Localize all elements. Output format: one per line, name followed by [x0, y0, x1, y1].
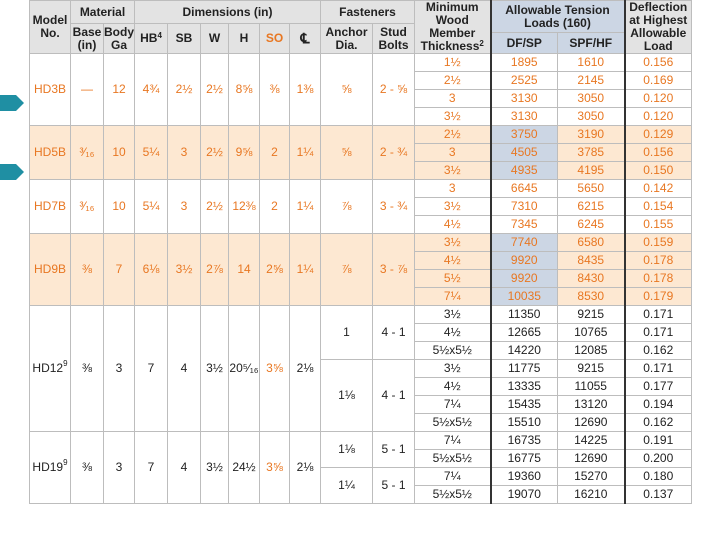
header-cl: ℄: [290, 24, 321, 54]
thickness-cell: 3: [415, 180, 491, 198]
deflection-cell: 0.156: [625, 54, 692, 72]
deflection-cell: 0.178: [625, 270, 692, 288]
spfhf-cell: 12085: [558, 342, 625, 360]
model-cell: [30, 432, 71, 504]
h-cell: 9⅝: [229, 126, 260, 180]
table-body: [30, 54, 692, 504]
w-cell: 3½: [201, 306, 229, 432]
so-cell: 3⅝: [260, 432, 290, 504]
deflection-cell: 0.191: [625, 432, 692, 450]
model-name: HD7B: [33, 199, 66, 213]
w-cell: 2⅞: [201, 234, 229, 306]
dfsp-cell: 7345: [491, 216, 558, 234]
spfhf-cell: 4195: [558, 162, 625, 180]
header-sb: SB: [168, 24, 201, 54]
thickness-cell: 7¼: [415, 468, 491, 486]
thickness-cell: 3½: [415, 234, 491, 252]
body-ga-cell: 10: [104, 126, 135, 180]
anchor-cell: 1¼: [321, 468, 373, 504]
base-cell: ⅜: [71, 234, 104, 306]
deflection-cell: 0.178: [625, 252, 692, 270]
hb-cell: 6⅛: [135, 234, 168, 306]
deflection-cell: 0.162: [625, 414, 692, 432]
anchor-cell: 1⅛: [321, 360, 373, 432]
stud-cell: 2 - ⅝: [373, 54, 415, 126]
stud-cell: 3 - ⅞: [373, 234, 415, 306]
model-footnote: 9: [63, 359, 68, 368]
deflection-cell: 0.120: [625, 108, 692, 126]
anchor-cell: ⅞: [321, 234, 373, 306]
so-cell: 3⅝: [260, 306, 290, 432]
model-name: HD3B: [33, 82, 66, 96]
table-row: [30, 54, 692, 72]
cl-cell: 1¼: [290, 180, 321, 234]
hb-cell: 7: [135, 432, 168, 504]
header-fasteners: Fasteners: [321, 1, 415, 24]
dfsp-cell: 13335: [491, 378, 558, 396]
w-cell: 2½: [201, 126, 229, 180]
spfhf-cell: 12690: [558, 414, 625, 432]
thickness-cell: 3½: [415, 162, 491, 180]
spfhf-cell: 3050: [558, 108, 625, 126]
base-cell: ³⁄₁₆: [71, 126, 104, 180]
spfhf-cell: 12690: [558, 450, 625, 468]
thickness-cell: 4½: [415, 378, 491, 396]
deflection-cell: 0.120: [625, 90, 692, 108]
model-name: HD9B: [33, 262, 66, 276]
spfhf-cell: 8430: [558, 270, 625, 288]
table-row: [30, 306, 692, 324]
w-cell: 2½: [201, 180, 229, 234]
body-ga-cell: 7: [104, 234, 135, 306]
dfsp-cell: 6645: [491, 180, 558, 198]
header-tension: Allowable Tension Loads (160): [491, 1, 625, 33]
header-model: Model No.: [30, 1, 71, 54]
dfsp-cell: 15510: [491, 414, 558, 432]
spfhf-cell: 6215: [558, 198, 625, 216]
anchor-cell: 1: [321, 306, 373, 360]
deflection-cell: 0.179: [625, 288, 692, 306]
spfhf-cell: 11055: [558, 378, 625, 396]
deflection-cell: 0.129: [625, 126, 692, 144]
deflection-cell: 0.169: [625, 72, 692, 90]
deflection-cell: 0.150: [625, 162, 692, 180]
thickness-cell: 4½: [415, 216, 491, 234]
model-name: HD19: [32, 460, 64, 474]
h-cell: 14: [229, 234, 260, 306]
dfsp-cell: 19360: [491, 468, 558, 486]
deflection-cell: 0.171: [625, 324, 692, 342]
deflection-cell: 0.159: [625, 234, 692, 252]
base-cell: —: [71, 54, 104, 126]
dfsp-cell: 11350: [491, 306, 558, 324]
hb-cell: 5¼: [135, 180, 168, 234]
spfhf-cell: 9215: [558, 360, 625, 378]
teal-pentagon-arrow-icon: [0, 164, 24, 180]
dfsp-cell: 3130: [491, 108, 558, 126]
dfsp-cell: 14220: [491, 342, 558, 360]
dfsp-cell: 15435: [491, 396, 558, 414]
allowable-tension-table: [29, 0, 692, 504]
header-dimensions: Dimensions (in): [135, 1, 321, 24]
sb-cell: 4: [168, 306, 201, 432]
spfhf-cell: 16210: [558, 486, 625, 504]
deflection-cell: 0.156: [625, 144, 692, 162]
thickness-cell: 7¼: [415, 396, 491, 414]
sb-cell: 4: [168, 432, 201, 504]
spfhf-cell: 3785: [558, 144, 625, 162]
table-row: [30, 126, 692, 144]
header-min-wood: Minimum Wood Member Thickness$^2$: [415, 1, 491, 54]
deflection-cell: 0.171: [625, 306, 692, 324]
model-name: HD12: [32, 361, 64, 375]
stud-cell: 3 - ¾: [373, 180, 415, 234]
stud-cell: 4 - 1: [373, 360, 415, 432]
model-cell: [30, 180, 71, 234]
spfhf-cell: 3190: [558, 126, 625, 144]
header-hb: $HB^4$: [135, 24, 168, 54]
cl-cell: 2⅛: [290, 432, 321, 504]
cl-cell: 2⅛: [290, 306, 321, 432]
deflection-cell: 0.155: [625, 216, 692, 234]
anchor-cell: ⅝: [321, 126, 373, 180]
thickness-cell: 7¼: [415, 432, 491, 450]
deflection-cell: 0.200: [625, 450, 692, 468]
thickness-cell: 4½: [415, 252, 491, 270]
dfsp-cell: 12665: [491, 324, 558, 342]
base-cell: ³⁄₁₆: [71, 180, 104, 234]
spfhf-cell: 13120: [558, 396, 625, 414]
stud-cell: 5 - 1: [373, 468, 415, 504]
thickness-cell: 5½: [415, 270, 491, 288]
model-cell: [30, 126, 71, 180]
dfsp-cell: 4505: [491, 144, 558, 162]
thickness-cell: 7¼: [415, 288, 491, 306]
thickness-cell: 3½: [415, 360, 491, 378]
dfsp-cell: 3750: [491, 126, 558, 144]
deflection-cell: 0.137: [625, 486, 692, 504]
base-cell: ⅜: [71, 306, 104, 432]
body-ga-cell: 10: [104, 180, 135, 234]
dfsp-cell: 9920: [491, 252, 558, 270]
deflection-cell: 0.142: [625, 180, 692, 198]
anchor-cell: ⅞: [321, 180, 373, 234]
header-deflection: Deflection at Highest Allowable Load: [625, 1, 692, 54]
hb-cell: 4¾: [135, 54, 168, 126]
header-dfsp: DF/SP: [491, 33, 558, 54]
w-cell: 2½: [201, 54, 229, 126]
spfhf-cell: 15270: [558, 468, 625, 486]
spfhf-cell: 5650: [558, 180, 625, 198]
h-cell: 8⅝: [229, 54, 260, 126]
thickness-cell: 4½: [415, 324, 491, 342]
thickness-cell: 2½: [415, 126, 491, 144]
base-cell: ⅜: [71, 432, 104, 504]
dfsp-cell: 9920: [491, 270, 558, 288]
w-cell: 3½: [201, 432, 229, 504]
stud-cell: 2 - ¾: [373, 126, 415, 180]
teal-pentagon-arrow-icon: [0, 95, 24, 111]
header-anchor: Anchor Dia.: [321, 24, 373, 54]
marker-hd5b: [0, 164, 24, 180]
thickness-cell: 5½x5½: [415, 342, 491, 360]
thickness-cell: 3: [415, 144, 491, 162]
anchor-cell: ⅝: [321, 54, 373, 126]
spfhf-cell: 6580: [558, 234, 625, 252]
dfsp-cell: 3130: [491, 90, 558, 108]
stud-cell: 5 - 1: [373, 432, 415, 468]
sb-cell: 3½: [168, 234, 201, 306]
dfsp-cell: 10035: [491, 288, 558, 306]
cl-cell: 1⅜: [290, 54, 321, 126]
thickness-cell: 5½x5½: [415, 414, 491, 432]
dfsp-cell: 7310: [491, 198, 558, 216]
dfsp-cell: 16735: [491, 432, 558, 450]
thickness-cell: 3½: [415, 108, 491, 126]
h-cell: 20⁵⁄₁₆: [229, 306, 260, 432]
sb-cell: 3: [168, 180, 201, 234]
header-stud: Stud Bolts: [373, 24, 415, 54]
deflection-cell: 0.194: [625, 396, 692, 414]
model-cell: [30, 306, 71, 432]
model-name: HD5B: [33, 145, 66, 159]
dfsp-cell: 1895: [491, 54, 558, 72]
header-body-ga: Body Ga: [104, 24, 134, 52]
hb-cell: 7: [135, 306, 168, 432]
h-cell: 24½: [229, 432, 260, 504]
table-row: [30, 234, 692, 252]
deflection-cell: 0.180: [625, 468, 692, 486]
so-cell: ⅜: [260, 54, 290, 126]
spfhf-cell: 9215: [558, 306, 625, 324]
deflection-cell: 0.162: [625, 342, 692, 360]
spfhf-cell: 3050: [558, 90, 625, 108]
h-cell: 12⅜: [229, 180, 260, 234]
model-cell: [30, 54, 71, 126]
deflection-cell: 0.171: [625, 360, 692, 378]
spfhf-cell: 14225: [558, 432, 625, 450]
thickness-cell: 2½: [415, 72, 491, 90]
so-cell: 2⅝: [260, 234, 290, 306]
deflection-cell: 0.177: [625, 378, 692, 396]
header-spfhf: SPF/HF: [558, 33, 625, 54]
thickness-cell: 1½: [415, 54, 491, 72]
sb-cell: 2½: [168, 54, 201, 126]
header-h: H: [229, 24, 260, 54]
model-cell: [30, 234, 71, 306]
dfsp-cell: 2525: [491, 72, 558, 90]
dfsp-cell: 19070: [491, 486, 558, 504]
header-so: SO: [260, 24, 290, 54]
so-cell: 2: [260, 126, 290, 180]
spfhf-cell: 2145: [558, 72, 625, 90]
dfsp-cell: 4935: [491, 162, 558, 180]
header-w: W: [201, 24, 229, 54]
anchor-cell: 1⅛: [321, 432, 373, 468]
spfhf-cell: 6245: [558, 216, 625, 234]
deflection-cell: 0.154: [625, 198, 692, 216]
body-ga-cell: 12: [104, 54, 135, 126]
thickness-cell: 3½: [415, 198, 491, 216]
thickness-cell: 3: [415, 90, 491, 108]
spfhf-cell: 8435: [558, 252, 625, 270]
hb-cell: 5¼: [135, 126, 168, 180]
table-row: [30, 432, 692, 450]
header-base: Base (in): [71, 24, 104, 54]
stud-cell: 4 - 1: [373, 306, 415, 360]
spfhf-cell: 10765: [558, 324, 625, 342]
marker-hd3b: [0, 95, 24, 111]
thickness-cell: 5½x5½: [415, 486, 491, 504]
so-cell: 2: [260, 180, 290, 234]
table-row: [30, 180, 692, 198]
sb-cell: 3: [168, 126, 201, 180]
body-ga-cell: 3: [104, 306, 135, 432]
spfhf-cell: 1610: [558, 54, 625, 72]
thickness-cell: 5½x5½: [415, 450, 491, 468]
thickness-cell: 3½: [415, 306, 491, 324]
dfsp-cell: 16775: [491, 450, 558, 468]
cl-cell: 1¼: [290, 126, 321, 180]
dfsp-cell: 7740: [491, 234, 558, 252]
body-ga-cell: 3: [104, 432, 135, 504]
spfhf-cell: 8530: [558, 288, 625, 306]
model-footnote: 9: [63, 458, 68, 467]
header-material: Material: [71, 1, 135, 24]
dfsp-cell: 11775: [491, 360, 558, 378]
cl-cell: 1¼: [290, 234, 321, 306]
